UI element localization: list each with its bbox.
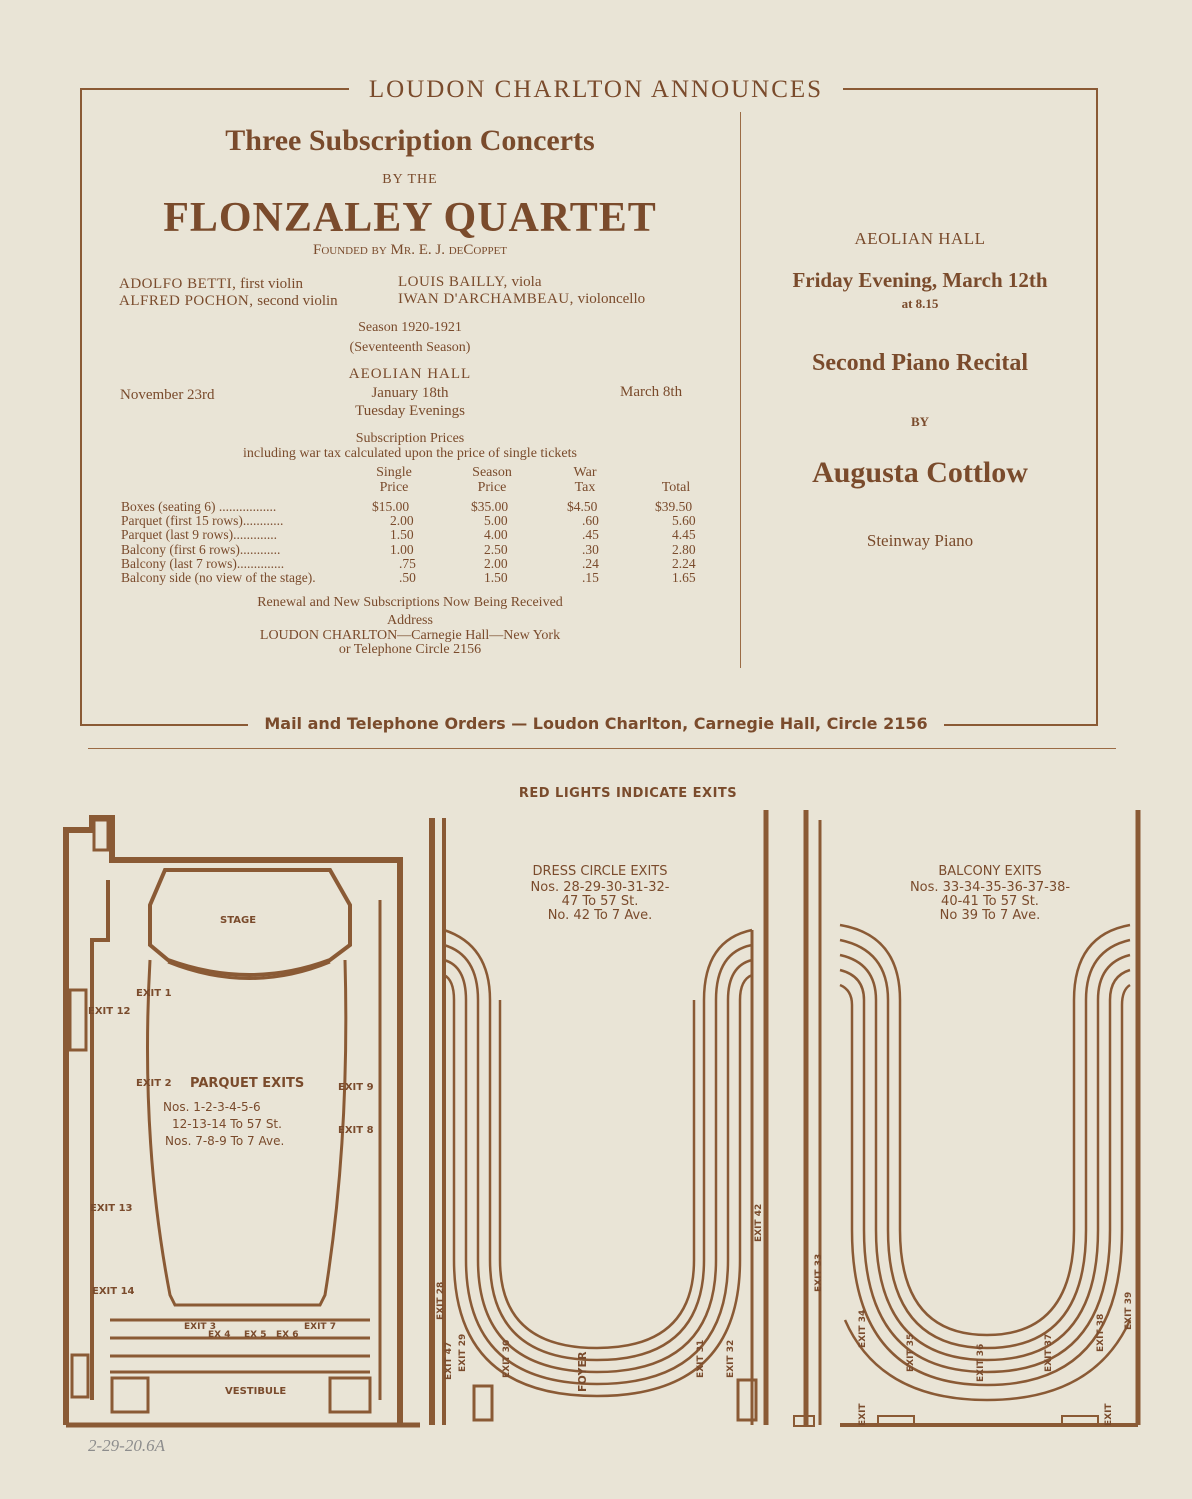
- prices-title: Subscription Prices: [355, 431, 465, 446]
- header-total: Total: [661, 480, 691, 495]
- evenings-line: Tuesday Evenings: [355, 403, 465, 419]
- exit-39-label: EXIT 39: [1124, 1291, 1134, 1330]
- concert-series-title: Three Subscription Concerts: [225, 124, 595, 157]
- balcony-title: BALCONY EXITS: [938, 864, 1042, 879]
- exit-31-label: EXIT 31: [696, 1339, 706, 1378]
- exit-30-label: EXIT 30: [502, 1339, 512, 1378]
- exit-9-label: EXIT 9: [338, 1082, 374, 1093]
- renewal-line: Renewal and New Subscriptions Now Being Received: [257, 595, 563, 610]
- member-archambeau: IWAN D'ARCHAMBEAU, violoncello: [398, 291, 646, 307]
- exit-42-label: EXIT 42: [754, 1203, 764, 1242]
- member-pochon: ALFRED POCHON, second violin: [119, 293, 338, 309]
- exit-38-label: EXIT 38: [1096, 1313, 1106, 1352]
- venue-line: AEOLIAN HALL: [348, 366, 472, 382]
- exit-28-label: EXIT 28: [436, 1281, 446, 1320]
- header-tax: War Tax: [573, 465, 597, 495]
- exit-8-label: EXIT 8: [338, 1125, 374, 1136]
- exits-banner: RED LIGHTS INDICATE EXITS: [518, 786, 738, 801]
- exit-32-label: EXIT 32: [726, 1339, 736, 1378]
- prices-note: including war tax calculated upon the price of single tickets: [243, 446, 577, 461]
- exit-6-label: EX 6: [276, 1330, 299, 1340]
- exit-12-label: EXIT 12: [88, 1006, 131, 1017]
- exit-1-label: EXIT 1: [136, 988, 172, 999]
- exit-37-label: EXIT 37: [1044, 1333, 1054, 1372]
- exit-29-label: EXIT 29: [458, 1333, 468, 1372]
- date-third: March 8th: [620, 384, 683, 400]
- exit-14-label: EXIT 14: [92, 1286, 135, 1297]
- recital-event: Second Piano Recital: [812, 350, 1028, 376]
- balcony-line2: 40-41 To 57 St.: [941, 894, 1039, 909]
- season-line: Season 1920-1921: [358, 320, 462, 335]
- recital-piano: Steinway Piano: [866, 531, 974, 550]
- exit-41-label: EXIT: [1104, 1403, 1114, 1426]
- price-row: Parquet (last 9 rows)............. 1.50 4.00 .45 4.45: [121, 527, 696, 542]
- exit-47-label: EXIT 47: [444, 1341, 454, 1380]
- season-count: (Seventeenth Season): [349, 340, 471, 355]
- price-row: Balcony (first 6 rows)............ 1.00 2.50 .30 2.80: [121, 542, 696, 557]
- balcony-line1: Nos. 33-34-35-36-37-38-: [909, 880, 1071, 895]
- exit-13-label: EXIT 13: [90, 1203, 133, 1214]
- dress-circle-title: DRESS CIRCLE EXITS: [532, 864, 668, 879]
- dress-circle-line3: No. 42 To 7 Ave.: [547, 908, 653, 923]
- by-the-label: BY THE: [382, 172, 438, 187]
- ensemble-name: FLONZALEY QUARTET: [163, 195, 657, 241]
- announcement-header: LOUDON CHARLTON ANNOUNCES: [0, 76, 1192, 104]
- exit-33-label: EXIT 33: [814, 1253, 824, 1292]
- member-betti: ADOLFO BETTI, first violin: [119, 276, 303, 292]
- address-line: LOUDON CHARLTON—Carnegie Hall—New York: [259, 628, 561, 643]
- price-row: Parquet (first 15 rows)............ 2.00 5.00 .60 5.60: [121, 513, 696, 528]
- archival-annotation: 2-29-20.6A: [88, 1436, 165, 1455]
- orders-footer: Mail and Telephone Orders — Loudon Charlton, Carnegie Hall, Circle 2156: [0, 714, 1192, 733]
- vestibule-label: VESTIBULE: [225, 1386, 287, 1397]
- parquet-exits-line2: 12-13-14 To 57 St.: [172, 1117, 282, 1131]
- header-single: Single Price: [376, 465, 412, 495]
- exit-35-label: EXIT 35: [906, 1333, 916, 1372]
- recital-date: Friday Evening, March 12th: [792, 268, 1048, 292]
- telephone-line: or Telephone Circle 2156: [338, 642, 482, 657]
- parquet-exits-line3: Nos. 7-8-9 To 7 Ave.: [165, 1134, 285, 1148]
- foyer-label: FOYER: [576, 1351, 589, 1392]
- exit-7-label: EXIT 7: [304, 1322, 336, 1332]
- exit-2-label: EXIT 2: [136, 1078, 172, 1089]
- header-season: Season Price: [472, 465, 512, 495]
- recital-time: at 8.15: [901, 296, 939, 311]
- recital-by: BY: [910, 414, 930, 429]
- price-row: Balcony (last 7 rows).............. .75 2.00 .24 2.24: [121, 556, 696, 571]
- dress-circle-line1: Nos. 28-29-30-31-32-: [530, 880, 670, 895]
- parquet-exits-title: PARQUET EXITS: [190, 1076, 305, 1091]
- founder-line: Founded by Mr. E. J. deCoppet: [312, 242, 508, 258]
- date-second: January 18th: [371, 385, 449, 401]
- address-label: Address: [387, 613, 433, 628]
- exit-36-label: EXIT 36: [976, 1343, 986, 1382]
- dress-circle-line2: 47 To 57 St.: [561, 894, 639, 909]
- exit-4-label: EX 4: [208, 1330, 231, 1340]
- stage-label: STAGE: [220, 915, 257, 926]
- price-row: Balcony side (no view of the stage). .50 1.50 .15 1.65: [121, 570, 696, 585]
- member-bailly: LOUIS BAILLY, viola: [398, 274, 542, 290]
- exit-40-label: EXIT: [858, 1403, 868, 1426]
- balcony-line3: No 39 To 7 Ave.: [939, 908, 1041, 923]
- exit-34-label: EXIT 34: [858, 1309, 868, 1348]
- date-first: November 23rd: [120, 387, 215, 403]
- parquet-exits-line1: Nos. 1-2-3-4-5-6: [163, 1100, 261, 1114]
- exit-3-label: EXIT 3: [184, 1322, 216, 1332]
- price-row: Boxes (seating 6) ................. $15.00 $35.00 $4.50 $39.50: [121, 499, 693, 514]
- recital-venue: AEOLIAN HALL: [854, 229, 986, 248]
- recital-artist: Augusta Cottlow: [812, 456, 1028, 489]
- exit-5-label: EX 5: [244, 1330, 267, 1340]
